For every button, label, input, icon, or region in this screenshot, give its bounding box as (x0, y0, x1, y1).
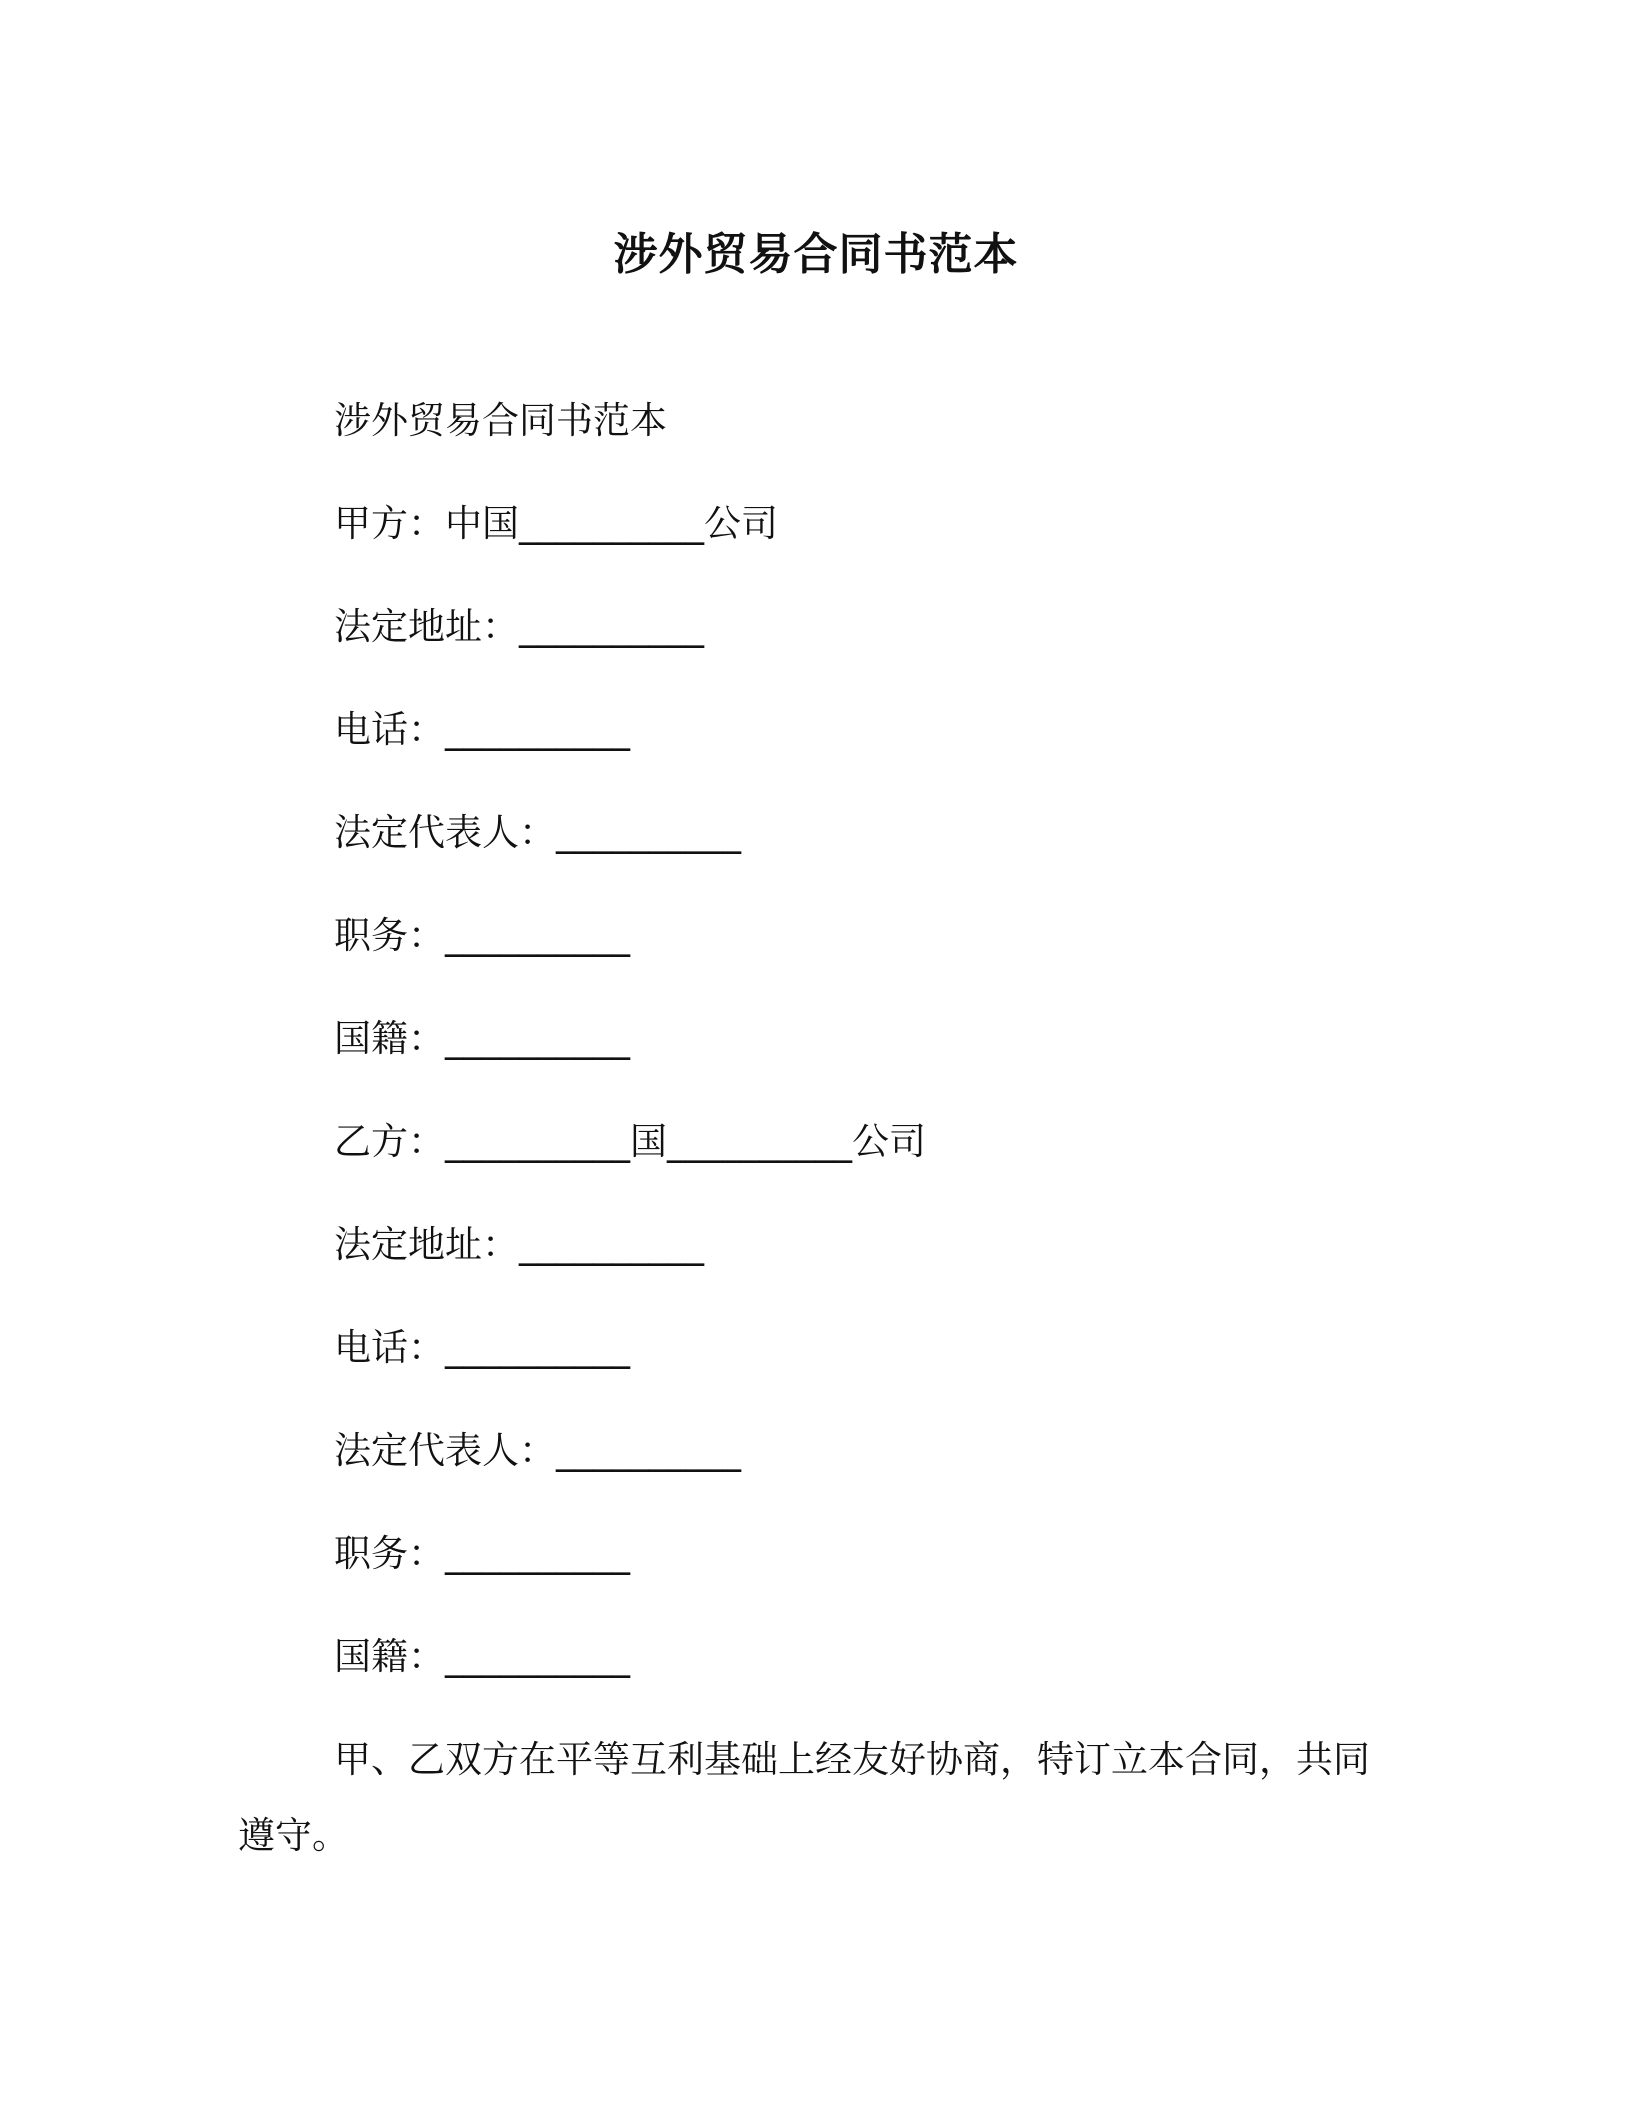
document-subtitle: 涉外贸易合同书范本 (334, 399, 667, 442)
party-b-name: 乙方：__________国__________公司 (334, 1120, 926, 1163)
party-a-name: 甲方：中国__________公司 (334, 502, 778, 545)
party-a-nationality: 国籍：__________ (334, 1017, 630, 1060)
party-b-position: 职务：__________ (334, 1532, 630, 1575)
party-b-phone: 电话：__________ (334, 1326, 630, 1369)
party-a-phone: 电话：__________ (334, 708, 630, 751)
party-b-address: 法定地址：__________ (334, 1223, 704, 1266)
document-title: 涉外贸易合同书范本 (613, 229, 1019, 280)
preamble-paragraph: 甲、乙双方在平等互利基础上经友好协商，特订立本合同，共同遵守。 (238, 1738, 1370, 1857)
party-b-representative: 法定代表人：__________ (334, 1429, 741, 1472)
party-b-nationality: 国籍：__________ (334, 1635, 630, 1678)
party-a-address: 法定地址：__________ (334, 605, 704, 648)
party-a-representative: 法定代表人：__________ (334, 811, 741, 854)
party-a-position: 职务：__________ (334, 914, 630, 957)
